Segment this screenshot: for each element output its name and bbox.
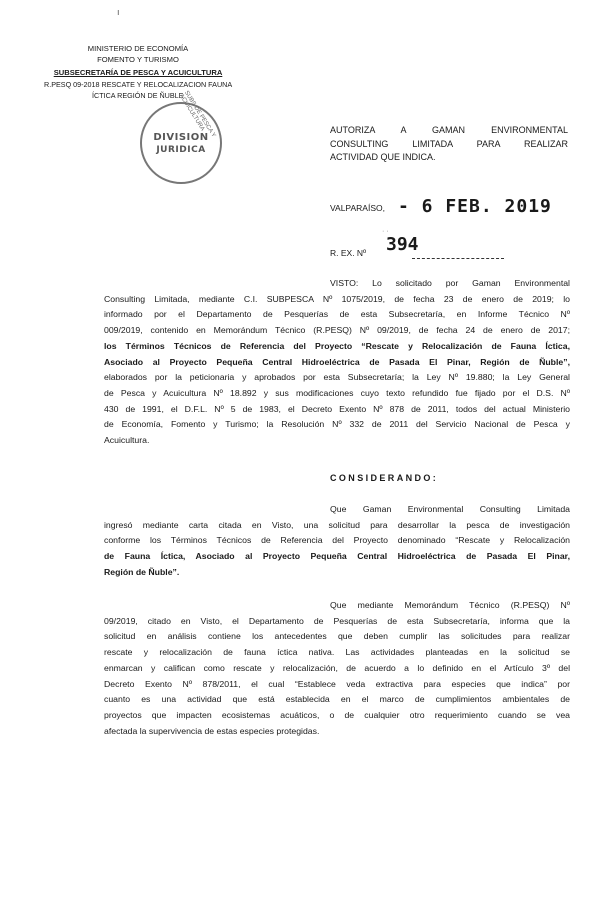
visto-line: de Economía, Fomento y Turismo; la Resolución Nº 332 de 2011 del Servicio Nacional de Pesca y — [104, 419, 570, 430]
title-line: ACTIVIDAD QUE INDICA. — [330, 152, 436, 162]
visto-line: Acuicultura. — [104, 435, 150, 446]
title-line: AUTORIZA A GAMAN ENVIRONMENTAL — [330, 125, 568, 135]
resolution-number: 394 — [386, 234, 419, 255]
considerando-line: afectada la supervivencia de estas especies protegidas. — [104, 725, 320, 736]
visto-line: Asociado al Proyecto Pequeña Central Hidroeléctrica de Pasada El Pinar, Región de Ñuble”, — [104, 356, 570, 367]
visto-paragraph — [104, 276, 570, 449]
resolution-title — [330, 124, 568, 165]
ministry-line-1: MINISTERIO DE ECONOMÍA — [87, 44, 189, 53]
considerando-line: Que Gaman Environmental Consulting Limitada — [330, 504, 570, 514]
division-juridica-stamp — [140, 90, 222, 184]
visto-line: VISTO: Lo solicitado por Gaman Environmental — [330, 278, 570, 288]
considerando-line: proyectos que impacten ecosistemas acuáticos, o de cualquier otro requerimiento cuando se vea — [104, 709, 570, 720]
visto-line: informado por el Departamento de Pesquerías de esta Subsecretaría, en Informe Técnico Nº — [104, 309, 570, 320]
visto-line: de Pesca y Acuicultura Nº 18.892 y sus modificaciones cuyo texto refundido fue fijado por el D.S. Nº — [104, 387, 570, 398]
considerando-line: 09/2019, citado en Visto, el Departamento de Pesquerías de esta Subsecretaría, informa que la — [104, 615, 570, 626]
corner-mark: ı — [117, 7, 120, 17]
considerando-heading: CONSIDERANDO: — [330, 473, 439, 483]
considerando-line: rescate y relocalización de fauna íctica nativa. Las actividades planteadas en la solicitud se — [104, 647, 570, 658]
considerando-paragraph-2 — [104, 598, 570, 739]
visto-line: 430 de 1991, el D.F.L. Nº 5 de 1983, el Decreto Exento Nº 878 de 2011, todos del actual Ministerio — [104, 403, 570, 414]
visto-line: los Términos Técnicos de Referencia del Proyecto “Rescate y Relocalización de Fauna Íctica, — [104, 340, 570, 351]
date-stamp: - 6 FEB. 2019 — [398, 196, 552, 217]
subsecretaria-name: SUBSECRETARÍA DE PESCA Y ACUICULTURA — [53, 68, 223, 77]
considerando-line: Decreto Exento Nº 878/2011, el cual “Establece veda extractiva para especies que indica” por — [104, 678, 570, 689]
place-label: VALPARAÍSO, — [330, 203, 385, 213]
ministry-line-2: FOMENTO Y TURISMO — [97, 55, 179, 64]
handwritten-mark: · · — [382, 228, 389, 235]
considerando-paragraph-1 — [104, 502, 570, 581]
reference-line-1: R.PESQ 09-2018 RESCATE Y RELOCALIZACION FAUNA — [44, 80, 233, 89]
resolution-label: R. EX. Nº — [330, 248, 367, 258]
reference-line-2: ÍCTICA REGIÓN DE ÑUBLE — [92, 91, 184, 100]
visto-line: elaborados por la peticionaria y aprobados por esta Subsecretaría; la Ley Nº 19.880; la Ley General — [104, 372, 570, 383]
considerando-line: conforme los Términos Técnicos de Referencia del Proyecto denominado “Rescate y Relocalización — [104, 535, 570, 546]
visto-line: Consulting Limitada, mediante C.I. SUBPESCA Nº 1075/2019, de fecha 23 de enero de 2019; lo — [104, 293, 570, 304]
considerando-line: enmarcan y califican como rescate y relocalización, de acuerdo a lo definido en el Artículo 3º del — [104, 662, 570, 673]
considerando-line: de Fauna Íctica, Asociado al Proyecto Pequeña Central Hidroeléctrica de Pasada El Pinar, — [104, 551, 570, 562]
resolution-number-line — [412, 258, 504, 259]
visto-line: 009/2019, contenido en Memorándum Técnico (R.PESQ) Nº 09/2019, de fecha 24 de enero de 2017; — [104, 325, 570, 336]
stamp-line-1: DIVISION — [153, 132, 209, 143]
stamp-line-2: JURIDICA — [156, 145, 206, 155]
title-line: CONSULTING LIMITADA PARA REALIZAR — [330, 138, 568, 149]
considerando-line: ingresó mediante carta citada en Visto, una solicitud para desarrollar la pesca de investigación — [104, 519, 570, 530]
considerando-line: cuanto es una actividad que está establecida en el marco de cumplimientos ambientales de — [104, 694, 570, 705]
considerando-line: Que mediante Memorándum Técnico (R.PESQ) Nº — [330, 600, 570, 610]
stamp-ring-text: SUBS DE PESCA Y ACUICULTURA — [177, 90, 217, 139]
considerando-line: Región de Ñuble”. — [104, 566, 180, 577]
considerando-line: solicitud en análisis contiene los antecedentes que deben cumplir las solicitudes para realizar — [104, 631, 570, 642]
